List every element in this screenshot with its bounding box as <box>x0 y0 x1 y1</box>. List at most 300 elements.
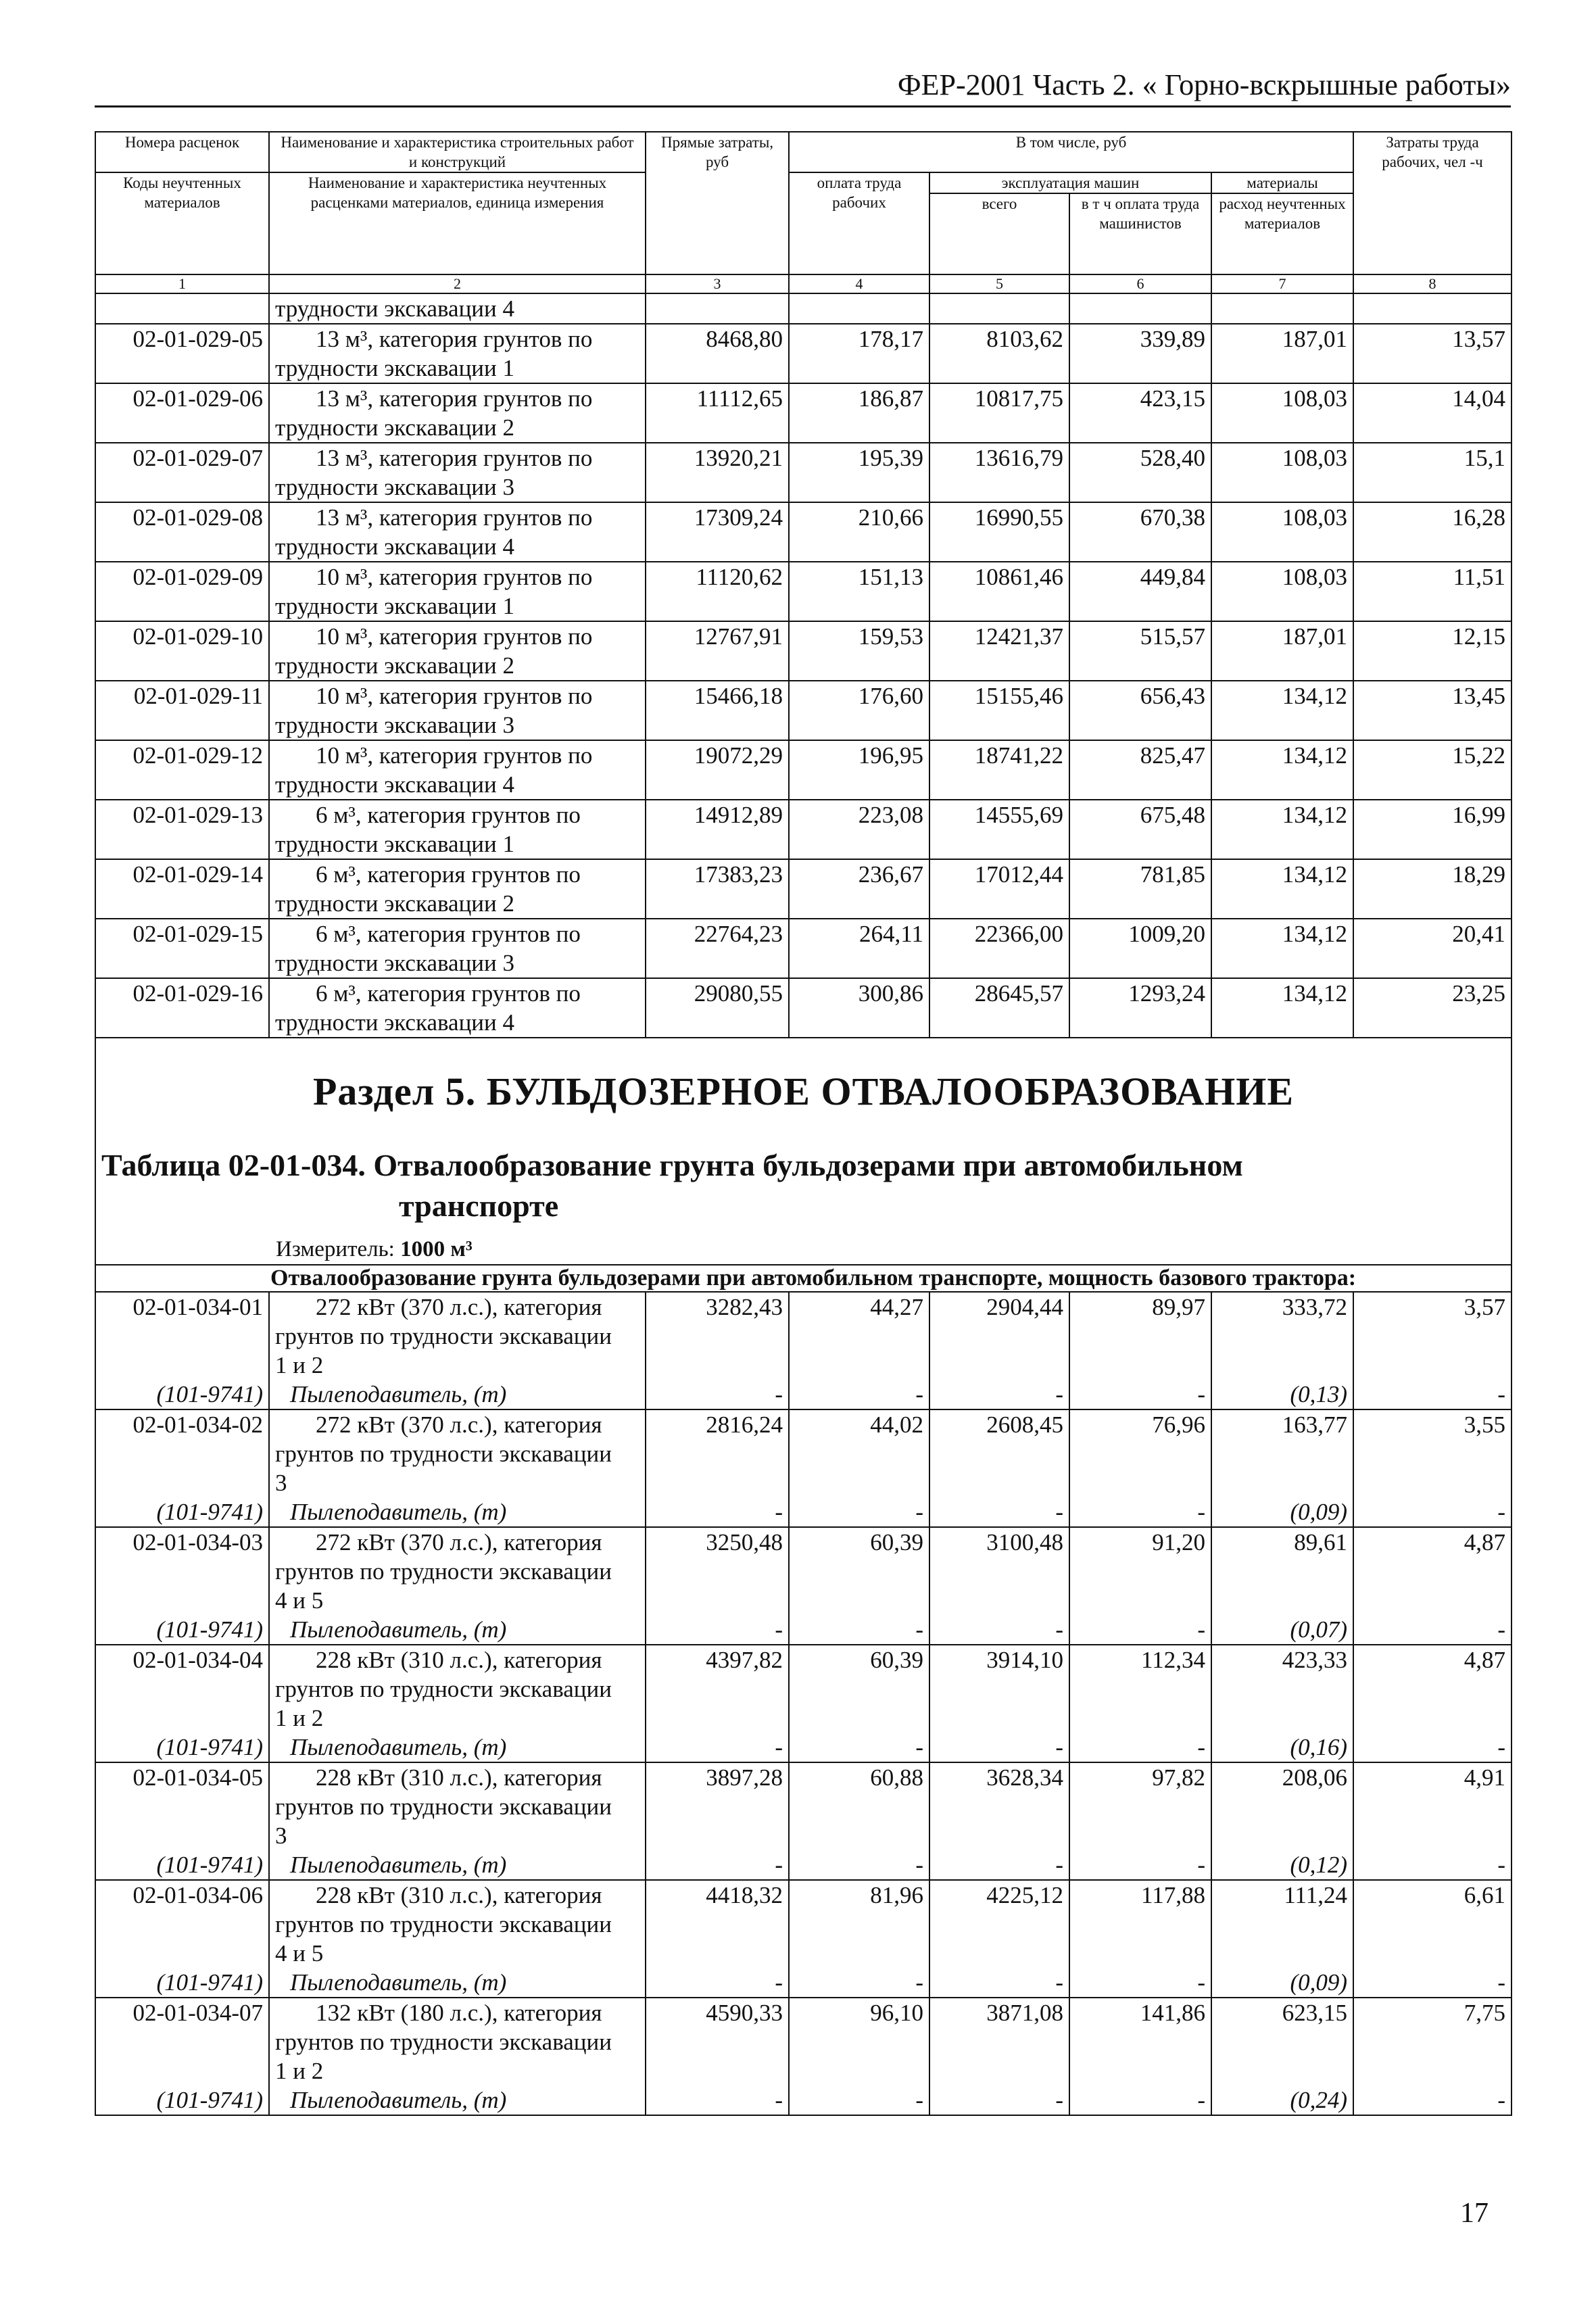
value-c8: 3,55 <box>1353 1409 1512 1497</box>
meter <box>101 1226 1505 1264</box>
material-use-value: (0,13) <box>1211 1380 1353 1409</box>
carry-line: трудности экскавации 4 <box>269 293 646 324</box>
rate-name <box>269 383 646 443</box>
material-mc8: - <box>1353 1850 1512 1880</box>
value-c7: 187,01 <box>1211 324 1353 383</box>
value-c3: 4397,82 <box>646 1645 789 1733</box>
rate-name-line2: трудности экскавации 1 <box>275 831 515 857</box>
value-c5: 8103,62 <box>929 324 1069 383</box>
material-mc4: - <box>789 1380 929 1409</box>
material-mc8: - <box>1353 1497 1512 1527</box>
value-c4: 96,10 <box>789 1998 929 2085</box>
value-c5: 18741,22 <box>929 740 1069 800</box>
value-c3: 11120,62 <box>646 562 789 621</box>
value-c3: 3282,43 <box>646 1292 789 1380</box>
material-row <box>95 1615 1512 1645</box>
value-c7: 163,77 <box>1211 1409 1353 1497</box>
value-c7: 134,12 <box>1211 681 1353 740</box>
rate-name-line2: трудности экскавации 1 <box>275 355 515 381</box>
rate-name-line1: 10 м³, категория грунтов по <box>316 564 593 590</box>
value-c3: 2816,24 <box>646 1409 789 1497</box>
table-body-034 <box>95 1292 1512 2115</box>
rate-name-line3: 1 и 2 <box>275 1705 324 1731</box>
rate-name-line2: трудности экскавации 4 <box>275 533 515 560</box>
table-row <box>95 502 1512 562</box>
value-c8: 4,87 <box>1353 1645 1512 1733</box>
material-name: Пылеподавитель, (т) <box>269 1380 646 1409</box>
header-machines: эксплуатация машин <box>929 172 1211 193</box>
value-c4: 159,53 <box>789 621 929 681</box>
rate-name-line3: 3 <box>275 1470 287 1496</box>
rate-name-line1: 10 м³, категория грунтов по <box>316 742 593 769</box>
material-code: (101-9741) <box>95 1733 269 1762</box>
header-codes-bottom: Коды неучтенных материалов <box>95 172 269 274</box>
value-c7: 134,12 <box>1211 978 1353 1038</box>
material-name: Пылеподавитель, (т) <box>269 1497 646 1527</box>
value-c6: 825,47 <box>1069 740 1211 800</box>
rate-name-line2: трудности экскавации 4 <box>275 1009 515 1036</box>
rate-name-line3: 1 и 2 <box>275 2058 324 2084</box>
header-materials: материалы <box>1211 172 1353 193</box>
header-total: всего <box>929 193 1069 274</box>
rate-name <box>269 978 646 1038</box>
value-c7: 423,33 <box>1211 1645 1353 1733</box>
rate-name <box>269 681 646 740</box>
material-mc3: - <box>646 1615 789 1645</box>
value-c5: 3871,08 <box>929 1998 1069 2085</box>
rate-name-line1: 228 кВт (310 л.с.), категория <box>316 1882 602 1908</box>
rate-name-line2: трудности экскавации 1 <box>275 593 515 619</box>
rate-name <box>269 1645 646 1733</box>
value-c4: 44,27 <box>789 1292 929 1380</box>
rate-name <box>269 1998 646 2085</box>
rate-name-line2: трудности экскавации 4 <box>275 771 515 798</box>
value-c6: 515,57 <box>1069 621 1211 681</box>
value-c6: 781,85 <box>1069 859 1211 919</box>
header-labor-pay: оплата труда рабочих <box>789 172 929 274</box>
value-c5: 16990,55 <box>929 502 1069 562</box>
rate-code: 02-01-029-16 <box>95 978 269 1038</box>
col-num: 6 <box>1069 274 1211 293</box>
rate-code: 02-01-029-14 <box>95 859 269 919</box>
value-c8: 13,57 <box>1353 324 1512 383</box>
rate-name-line1: 6 м³, категория грунтов по <box>316 802 581 828</box>
value-c4: 223,08 <box>789 800 929 859</box>
section-block <box>95 1038 1512 1292</box>
table-row <box>95 859 1512 919</box>
value-c5: 28645,57 <box>929 978 1069 1038</box>
meter-value: 1000 м³ <box>400 1237 473 1261</box>
rate-name <box>269 443 646 502</box>
value-c3: 19072,29 <box>646 740 789 800</box>
rate-name <box>269 919 646 978</box>
section-title: Раздел 5. БУЛЬДОЗЕРНОЕ ОТВАЛООБРАЗОВАНИЕ <box>312 1069 1295 1113</box>
value-c8: 23,25 <box>1353 978 1512 1038</box>
value-c4: 236,67 <box>789 859 929 919</box>
rate-name-line1: 13 м³, категория грунтов по <box>316 385 593 412</box>
value-c4: 44,02 <box>789 1409 929 1497</box>
material-row <box>95 1850 1512 1880</box>
material-mc6: - <box>1069 1850 1211 1880</box>
material-mc6: - <box>1069 2085 1211 2115</box>
rate-code: 02-01-029-05 <box>95 324 269 383</box>
value-c4: 210,66 <box>789 502 929 562</box>
material-mc4: - <box>789 1850 929 1880</box>
value-c5: 13616,79 <box>929 443 1069 502</box>
header-group: В том числе, руб <box>789 132 1353 172</box>
material-mc6: - <box>1069 1380 1211 1409</box>
material-name: Пылеподавитель, (т) <box>269 1968 646 1998</box>
value-c5: 22366,00 <box>929 919 1069 978</box>
table-row <box>95 1292 1512 1380</box>
table-row <box>95 1880 1512 1968</box>
value-c6: 656,43 <box>1069 681 1211 740</box>
material-code: (101-9741) <box>95 1968 269 1998</box>
value-c3: 15466,18 <box>646 681 789 740</box>
table-header <box>95 132 1512 293</box>
header-direct-costs: Прямые затраты, руб <box>646 132 789 274</box>
value-c4: 60,39 <box>789 1527 929 1615</box>
value-c6: 117,88 <box>1069 1880 1211 1968</box>
value-c6: 112,34 <box>1069 1645 1211 1733</box>
table-row <box>95 1527 1512 1615</box>
rate-name-line1: 272 кВт (370 л.с.), категория <box>316 1412 602 1438</box>
rate-code: 02-01-034-03 <box>95 1527 269 1615</box>
value-c4: 195,39 <box>789 443 929 502</box>
material-use-value: (0,09) <box>1211 1968 1353 1998</box>
value-c7: 111,24 <box>1211 1880 1353 1968</box>
value-c5: 12421,37 <box>929 621 1069 681</box>
value-c8: 4,91 <box>1353 1762 1512 1850</box>
material-name: Пылеподавитель, (т) <box>269 1733 646 1762</box>
value-c7: 108,03 <box>1211 502 1353 562</box>
value-c6: 449,84 <box>1069 562 1211 621</box>
header-labor-cost: Затраты труда рабочих, чел -ч <box>1353 132 1512 274</box>
material-mc8: - <box>1353 1615 1512 1645</box>
table-subheading: Отвалообразование грунта бульдозерами при автомобильном транспорте, мощность базового трактора: <box>270 1265 1357 1290</box>
value-c5: 4225,12 <box>929 1880 1069 1968</box>
value-c7: 108,03 <box>1211 562 1353 621</box>
col-num: 8 <box>1353 274 1512 293</box>
material-mc6: - <box>1069 1615 1211 1645</box>
material-name: Пылеподавитель, (т) <box>269 1850 646 1880</box>
value-c6: 89,97 <box>1069 1292 1211 1380</box>
rate-name-line1: 13 м³, категория грунтов по <box>316 326 593 352</box>
value-c8: 11,51 <box>1353 562 1512 621</box>
material-mc4: - <box>789 1968 929 1998</box>
value-c5: 10861,46 <box>929 562 1069 621</box>
rate-name-line3: 1 и 2 <box>275 1352 324 1378</box>
material-use-value: (0,24) <box>1211 2085 1353 2115</box>
table-row <box>95 621 1512 681</box>
value-c7: 108,03 <box>1211 443 1353 502</box>
value-c4: 264,11 <box>789 919 929 978</box>
value-c8: 20,41 <box>1353 919 1512 978</box>
material-mc6: - <box>1069 1497 1211 1527</box>
table-row <box>95 1998 1512 2085</box>
table-title-line1: Таблица 02-01-034. Отвалообразование грунта бульдозерами при автомобильном <box>101 1148 1243 1182</box>
material-mc3: - <box>646 1733 789 1762</box>
value-c3: 12767,91 <box>646 621 789 681</box>
material-mc5: - <box>929 1850 1069 1880</box>
rate-code: 02-01-034-02 <box>95 1409 269 1497</box>
material-row <box>95 1733 1512 1762</box>
value-c8: 3,57 <box>1353 1292 1512 1380</box>
material-mc3: - <box>646 1850 789 1880</box>
value-c8: 15,1 <box>1353 443 1512 502</box>
value-c5: 10817,75 <box>929 383 1069 443</box>
table-row <box>95 1409 1512 1497</box>
material-row <box>95 2085 1512 2115</box>
value-c8: 7,75 <box>1353 1998 1512 2085</box>
value-c5: 3628,34 <box>929 1762 1069 1850</box>
rate-code: 02-01-029-06 <box>95 383 269 443</box>
value-c3: 13920,21 <box>646 443 789 502</box>
section-cell <box>95 1038 1512 1265</box>
material-mc5: - <box>929 2085 1069 2115</box>
material-mc8: - <box>1353 1380 1512 1409</box>
rate-code: 02-01-029-10 <box>95 621 269 681</box>
rate-code: 02-01-029-11 <box>95 681 269 740</box>
rate-name <box>269 859 646 919</box>
header-name-bottom: Наименование и характеристика неучтенных расценками материалов, единица измерения <box>269 172 646 274</box>
rate-code: 02-01-034-05 <box>95 1762 269 1850</box>
col-num: 4 <box>789 274 929 293</box>
material-mc3: - <box>646 1380 789 1409</box>
value-c4: 60,88 <box>789 1762 929 1850</box>
rate-name-line3: 4 и 5 <box>275 1587 324 1614</box>
value-c3: 17383,23 <box>646 859 789 919</box>
col-num: 5 <box>929 274 1069 293</box>
rate-name-line1: 272 кВт (370 л.с.), категория <box>316 1529 602 1555</box>
price-table <box>95 131 1512 2116</box>
table-row <box>95 324 1512 383</box>
material-use-value: (0,16) <box>1211 1733 1353 1762</box>
value-c7: 333,72 <box>1211 1292 1353 1380</box>
rate-name-line2: грунтов по трудности экскавации <box>275 1793 612 1820</box>
rate-code: 02-01-034-06 <box>95 1880 269 1968</box>
value-c6: 528,40 <box>1069 443 1211 502</box>
value-c5: 15155,46 <box>929 681 1069 740</box>
rate-code: 02-01-029-12 <box>95 740 269 800</box>
rate-name-line1: 132 кВт (180 л.с.), категория <box>316 2000 602 2026</box>
value-c4: 60,39 <box>789 1645 929 1733</box>
rate-name <box>269 1762 646 1850</box>
col-num: 3 <box>646 274 789 293</box>
rate-name <box>269 502 646 562</box>
material-mc8: - <box>1353 1968 1512 1998</box>
table-title-line2: транспорте <box>399 1188 559 1223</box>
material-mc4: - <box>789 2085 929 2115</box>
value-c7: 623,15 <box>1211 1998 1353 2085</box>
material-mc3: - <box>646 1968 789 1998</box>
running-head: ФЕР-2001 Часть 2. « Горно-вскрышные работы» <box>95 65 1511 107</box>
value-c3: 17309,24 <box>646 502 789 562</box>
rate-code: 02-01-029-15 <box>95 919 269 978</box>
header-name-top: Наименование и характеристика строительных работ и конструкций <box>269 132 646 172</box>
rate-code: 02-01-029-13 <box>95 800 269 859</box>
table-title <box>101 1145 1505 1226</box>
rate-code: 02-01-034-07 <box>95 1998 269 2085</box>
table-row <box>95 681 1512 740</box>
material-use-value: (0,09) <box>1211 1497 1353 1527</box>
rate-code: 02-01-029-09 <box>95 562 269 621</box>
value-c6: 1293,24 <box>1069 978 1211 1038</box>
col-num: 7 <box>1211 274 1353 293</box>
value-c8: 6,61 <box>1353 1880 1512 1968</box>
header-codes-top: Номера расценок <box>95 132 269 172</box>
material-row <box>95 1380 1512 1409</box>
rate-name <box>269 1880 646 1968</box>
col-num: 1 <box>95 274 269 293</box>
material-mc5: - <box>929 1497 1069 1527</box>
value-c5: 14555,69 <box>929 800 1069 859</box>
material-mc3: - <box>646 1497 789 1527</box>
value-c3: 22764,23 <box>646 919 789 978</box>
rate-name-line2: грунтов по трудности экскавации <box>275 2029 612 2055</box>
value-c3: 4590,33 <box>646 1998 789 2085</box>
value-c4: 178,17 <box>789 324 929 383</box>
material-mc5: - <box>929 1615 1069 1645</box>
value-c4: 186,87 <box>789 383 929 443</box>
page-number: 17 <box>1460 2198 1489 2229</box>
rate-name-line2: трудности экскавации 3 <box>275 950 515 976</box>
value-c3: 11112,65 <box>646 383 789 443</box>
rate-name <box>269 800 646 859</box>
table-row <box>95 1645 1512 1733</box>
value-c6: 670,38 <box>1069 502 1211 562</box>
value-c4: 196,95 <box>789 740 929 800</box>
rate-name-line1: 272 кВт (370 л.с.), категория <box>316 1294 602 1320</box>
value-c6: 423,15 <box>1069 383 1211 443</box>
material-use-value: (0,12) <box>1211 1850 1353 1880</box>
rate-name-line2: грунтов по трудности экскавации <box>275 1441 612 1467</box>
value-c7: 208,06 <box>1211 1762 1353 1850</box>
meter-label: Измеритель: <box>276 1237 395 1261</box>
value-c5: 2608,45 <box>929 1409 1069 1497</box>
rate-name-line2: трудности экскавации 2 <box>275 890 515 917</box>
rate-name-line2: грунтов по трудности экскавации <box>275 1323 612 1349</box>
value-c4: 176,60 <box>789 681 929 740</box>
value-c5: 3914,10 <box>929 1645 1069 1733</box>
value-c7: 134,12 <box>1211 919 1353 978</box>
material-mc8: - <box>1353 2085 1512 2115</box>
material-mc3: - <box>646 2085 789 2115</box>
value-c8: 13,45 <box>1353 681 1512 740</box>
rate-name <box>269 324 646 383</box>
value-c5: 2904,44 <box>929 1292 1069 1380</box>
rate-name <box>269 1527 646 1615</box>
value-c5: 17012,44 <box>929 859 1069 919</box>
value-c3: 3897,28 <box>646 1762 789 1850</box>
rate-name-line1: 13 м³, категория грунтов по <box>316 504 593 531</box>
material-name: Пылеподавитель, (т) <box>269 1615 646 1645</box>
material-code: (101-9741) <box>95 1380 269 1409</box>
value-c3: 29080,55 <box>646 978 789 1038</box>
value-c7: 134,12 <box>1211 800 1353 859</box>
value-c4: 81,96 <box>789 1880 929 1968</box>
rate-name-line1: 13 м³, категория грунтов по <box>316 445 593 471</box>
header-material-use: расход неучтенных материалов <box>1211 193 1353 274</box>
value-c4: 300,86 <box>789 978 929 1038</box>
value-c6: 97,82 <box>1069 1762 1211 1850</box>
table-row <box>95 443 1512 502</box>
rate-name-line3: 4 и 5 <box>275 1940 324 1967</box>
value-c3: 8468,80 <box>646 324 789 383</box>
rate-name-line1: 10 м³, категория грунтов по <box>316 623 593 650</box>
material-use-value: (0,07) <box>1211 1615 1353 1645</box>
rate-name-line1: 6 м³, категория грунтов по <box>316 921 581 947</box>
rate-name-line2: трудности экскавации 2 <box>275 652 515 679</box>
rate-name-line1: 6 м³, категория грунтов по <box>316 980 581 1007</box>
value-c7: 187,01 <box>1211 621 1353 681</box>
value-c4: 151,13 <box>789 562 929 621</box>
material-code: (101-9741) <box>95 1497 269 1527</box>
value-c7: 108,03 <box>1211 383 1353 443</box>
table-row <box>95 978 1512 1038</box>
material-mc5: - <box>929 1968 1069 1998</box>
rate-name-line2: трудности экскавации 3 <box>275 474 515 500</box>
table-row <box>95 919 1512 978</box>
material-mc4: - <box>789 1615 929 1645</box>
rate-name <box>269 621 646 681</box>
rate-code: 02-01-034-01 <box>95 1292 269 1380</box>
material-mc8: - <box>1353 1733 1512 1762</box>
material-mc5: - <box>929 1733 1069 1762</box>
value-c5: 3100,48 <box>929 1527 1069 1615</box>
value-c6: 76,96 <box>1069 1409 1211 1497</box>
value-c8: 12,15 <box>1353 621 1512 681</box>
table-row <box>95 383 1512 443</box>
value-c8: 4,87 <box>1353 1527 1512 1615</box>
material-mc5: - <box>929 1380 1069 1409</box>
material-mc4: - <box>789 1497 929 1527</box>
value-c8: 18,29 <box>1353 859 1512 919</box>
value-c3: 14912,89 <box>646 800 789 859</box>
material-mc4: - <box>789 1733 929 1762</box>
rate-name-line1: 228 кВт (310 л.с.), категория <box>316 1764 602 1791</box>
carry-row <box>95 293 1512 324</box>
rate-name-line2: трудности экскавации 3 <box>275 712 515 738</box>
value-c3: 3250,48 <box>646 1527 789 1615</box>
value-c6: 141,86 <box>1069 1998 1211 2085</box>
value-c7: 134,12 <box>1211 859 1353 919</box>
table-row <box>95 800 1512 859</box>
material-row <box>95 1497 1512 1527</box>
rate-code: 02-01-029-07 <box>95 443 269 502</box>
material-code: (101-9741) <box>95 1615 269 1645</box>
rate-name <box>269 1409 646 1497</box>
value-c3: 4418,32 <box>646 1880 789 1968</box>
rate-name <box>269 740 646 800</box>
table-row <box>95 1762 1512 1850</box>
material-mc6: - <box>1069 1733 1211 1762</box>
rate-name <box>269 562 646 621</box>
rate-name-line2: трудности экскавации 2 <box>275 414 515 441</box>
value-c8: 16,28 <box>1353 502 1512 562</box>
rate-code: 02-01-029-08 <box>95 502 269 562</box>
table-row <box>95 562 1512 621</box>
value-c6: 91,20 <box>1069 1527 1211 1615</box>
value-c6: 675,48 <box>1069 800 1211 859</box>
rate-code: 02-01-034-04 <box>95 1645 269 1733</box>
value-c8: 16,99 <box>1353 800 1512 859</box>
value-c7: 134,12 <box>1211 740 1353 800</box>
rate-name-line1: 6 м³, категория грунтов по <box>316 861 581 888</box>
rate-name-line1: 10 м³, категория грунтов по <box>316 683 593 709</box>
table-row <box>95 740 1512 800</box>
value-c8: 14,04 <box>1353 383 1512 443</box>
